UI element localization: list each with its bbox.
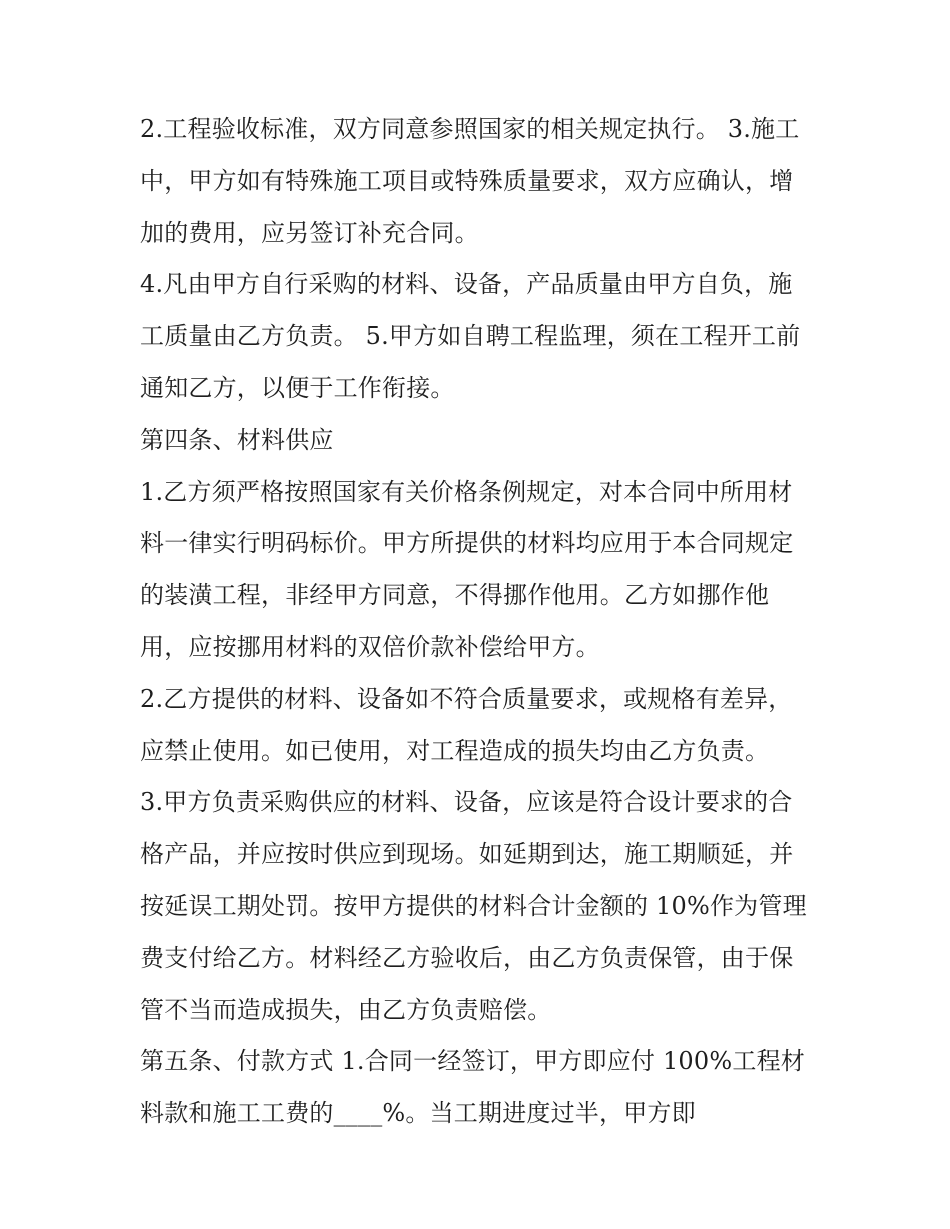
paragraph-party-a-supply [140,777,830,1036]
text-line: 格产品，并应按时供应到现场。如延期到达，施工期顺延，并 [140,840,794,869]
text-line: 的装潢工程，非经甲方同意，不得挪作他用。乙方如挪作他 [140,581,770,610]
paragraph-self-purchase [140,259,830,414]
text-line: 通知乙方，以便于工作衔接。 [140,373,455,402]
text-line: 1.乙方须严格按照国家有关价格条例规定，对本合同中所用材 [140,477,793,506]
text-line: 管不当而造成损失，由乙方负责赔偿。 [140,995,552,1024]
paragraph-material-quality [140,674,830,778]
text-line: 费支付给乙方。材料经乙方验收后，由乙方负责保管，由于保 [140,943,794,972]
paragraph-acceptance-standard [140,104,830,259]
document-body [140,104,830,1140]
text-line: 2.工程验收标准，双方同意参照国家的相关规定执行。 3.施工 [140,115,800,143]
text-line: 中，甲方如有特殊施工项目或特殊质量要求，双方应确认，增 [140,166,794,195]
text-line: 料款和施工工费的____%。当工期进度过半，甲方即 [140,1099,696,1128]
text-line: 第五条、付款方式 1.合同一经签订，甲方即应付 100%工程材 [140,1047,805,1076]
text-line: 4.凡由甲方自行采购的材料、设备，产品质量由甲方自负，施 [140,270,793,299]
text-line: 工质量由乙方负责。 5.甲方如自聘工程监理，须在工程开工前 [140,322,801,351]
text-line: 用，应按挪用材料的双倍价款补偿给甲方。 [140,632,600,661]
text-line: 按延误工期处罚。按甲方提供的材料合计金额的 10%作为管理 [140,891,807,920]
text-line: 加的费用，应另签订补充合同。 [140,218,479,247]
text-line: 3.甲方负责采购供应的材料、设备，应该是符合设计要求的合 [140,788,793,817]
section-heading-article-5-payment [140,1036,830,1140]
text-line: 2.乙方提供的材料、设备如不符合质量要求，或规格有差异， [140,684,793,713]
text-line: 应禁止使用。如已使用，对工程造成的损失均由乙方负责。 [140,736,770,765]
paragraph-material-pricing [140,467,830,674]
text-line: 料一律实行明码标价。甲方所提供的材料均应用于本合同规定 [140,529,794,558]
section-heading-article-4 [140,415,830,467]
text-line: 第四条、材料供应 [140,425,334,454]
